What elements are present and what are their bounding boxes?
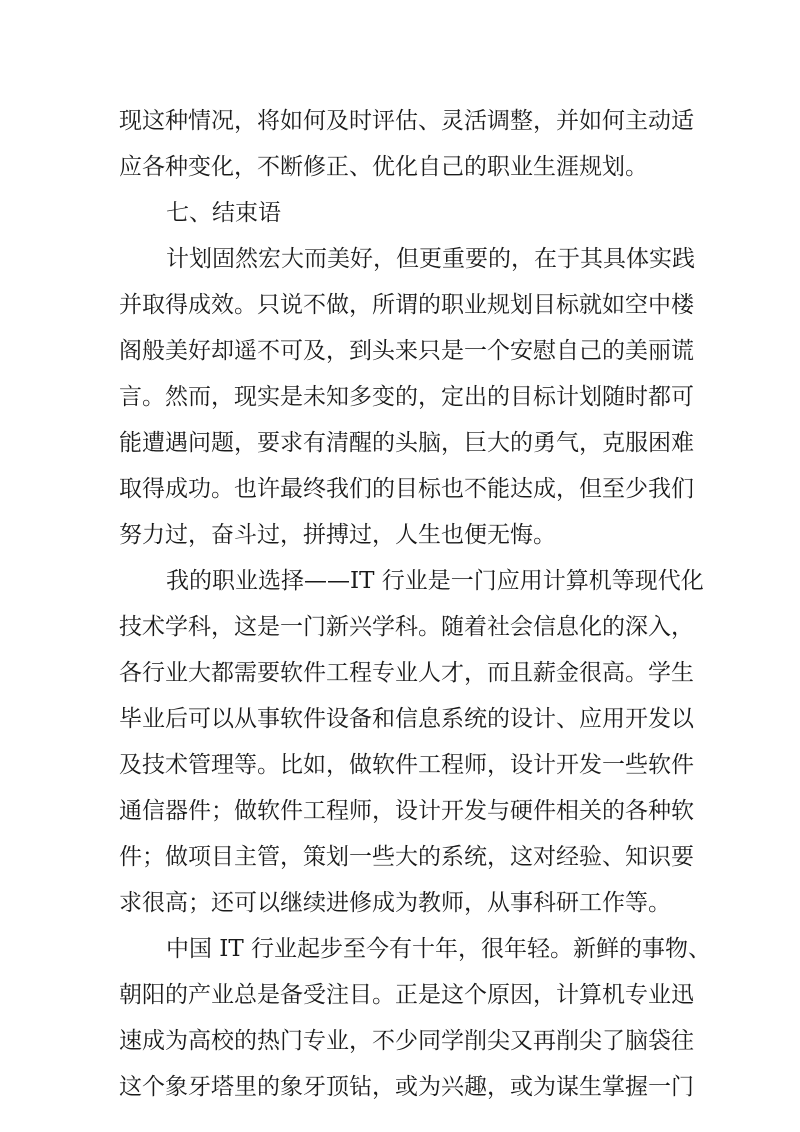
paragraph-china-it [119, 926, 712, 1110]
paragraph-career-choice [119, 558, 704, 926]
section-heading: 七、结束语 [166, 200, 281, 226]
text-line: 通信器件；做软件工程师，设计开发与硬件相关的各种软 [119, 798, 694, 824]
text-line: 并取得成效。只说不做，所谓的职业规划目标就如空中楼 [119, 292, 694, 318]
text-line: 这个象牙塔里的象牙顶钻，或为兴趣，或为谋生掌握一门 [119, 1074, 694, 1100]
text-line: 求很高；还可以继续进修成为教师，从事科研工作等。 [119, 890, 671, 916]
text-line: 各行业大都需要软件工程专业人才，而且薪金很高。学生 [119, 660, 694, 686]
text-line: 朝阳的产业总是备受注目。正是这个原因，计算机专业迅 [119, 982, 694, 1008]
text-line: 阁般美好却遥不可及，到头来只是一个安慰自己的美丽谎 [119, 338, 694, 364]
text-line: 取得成功。也许最终我们的目标也不能达成，但至少我们 [119, 476, 694, 502]
text-line: 毕业后可以从事软件设备和信息系统的设计、应用开发以 [119, 706, 694, 732]
text-line: 速成为高校的热门专业，不少同学削尖又再削尖了脑袋往 [119, 1028, 694, 1054]
text-line: 能遭遇问题，要求有清醒的头脑，巨大的勇气，克服困难 [119, 430, 694, 456]
text-line: 现这种情况，将如何及时评估、灵活调整，并如何主动适 [119, 108, 694, 134]
text-line: 言。然而，现实是未知多变的，定出的目标计划随时都可 [119, 384, 694, 410]
text-line: 技术学科，这是一门新兴学科。随着社会信息化的深入， [119, 614, 694, 640]
section-heading-conclusion [119, 190, 684, 236]
text-line: 及技术管理等。比如，做软件工程师，设计开发一些软件 [119, 752, 694, 778]
text-line: 我的职业选择——IT 行业是一门应用计算机等现代化 [166, 568, 704, 594]
text-line: 计划固然宏大而美好，但更重要的，在于其具体实践 [166, 246, 695, 272]
paragraph-plan [119, 236, 695, 558]
text-line: 件；做项目主管，策划一些大的系统，这对经验、知识要 [119, 844, 694, 870]
paragraph-continuation [119, 98, 694, 190]
text-line: 中国 IT 行业起步至今有十年，很年轻。新鲜的事物、 [166, 936, 712, 962]
text-line: 努力过，奋斗过，拼搏过，人生也便无悔。 [119, 522, 556, 548]
text-line: 应各种变化，不断修正、优化自己的职业生涯规划。 [119, 154, 648, 180]
document-body [119, 98, 712, 1110]
